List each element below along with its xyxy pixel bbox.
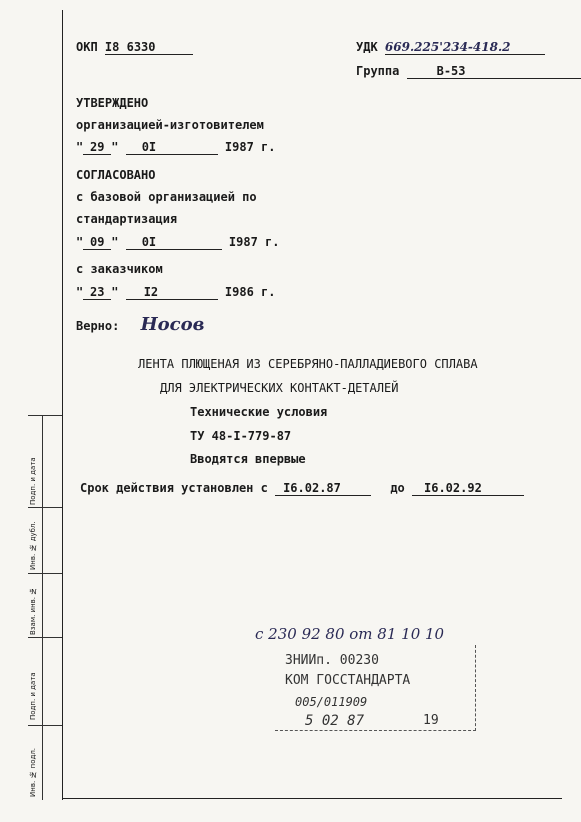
agreed-heading: СОГЛАСОВАНО xyxy=(76,168,156,182)
customer-heading: с заказчиком xyxy=(76,262,163,276)
customer-day: 23 xyxy=(83,285,111,300)
margin-divider xyxy=(28,637,62,638)
margin-field-orig-inv: Инв. № подл. xyxy=(29,747,37,797)
margin-strip xyxy=(28,415,62,800)
intro-note: Вводятся впервые xyxy=(190,452,306,466)
margin-divider xyxy=(28,507,62,508)
approval-date: " 29 " 0I I987 г. xyxy=(76,140,276,154)
agreed-by-line2: стандартизация xyxy=(76,212,178,226)
agreed-year: I987 г. xyxy=(228,235,280,249)
margin-divider xyxy=(28,415,62,416)
approval-year: I987 г. xyxy=(224,140,276,154)
stamp-handwritten-note: с 230 92 80 от 81 10 10 xyxy=(255,625,445,643)
margin-strip-divider xyxy=(42,415,43,800)
verified-signature: Носов xyxy=(140,314,205,335)
group-value: В-53 xyxy=(407,64,581,79)
title-line2: ДЛЯ ЭЛЕКТРИЧЕСКИХ КОНТАКТ-ДЕТАЛЕЙ xyxy=(160,381,399,395)
okp-code xyxy=(76,40,193,55)
registration-stamp xyxy=(255,645,475,735)
udk-code xyxy=(356,40,545,55)
customer-date: " 23 " I2 I986 г. xyxy=(76,285,276,299)
stamp-line1: ЗНИИп. 00230 xyxy=(285,653,379,668)
group-code xyxy=(356,64,581,79)
margin-field-dup-inv: Инв. № дубл. xyxy=(29,521,37,570)
validity-label: Срок действия установлен с xyxy=(80,481,268,495)
okp-label: ОКП xyxy=(76,40,98,54)
stamp-line2: КОМ ГОССТАНДАРТА xyxy=(285,673,411,688)
udk-label: УДК xyxy=(356,40,378,54)
stamp-reg-number: 005/011909 xyxy=(295,695,368,709)
approval-day: 29 xyxy=(83,140,111,155)
udk-value: 669.225'234-418.2 xyxy=(385,40,545,55)
agreed-date: " 09 " 0I I987 г. xyxy=(76,235,280,249)
margin-divider xyxy=(28,573,62,574)
validity-to-label: до xyxy=(390,481,405,495)
okp-value: I8 6330 xyxy=(105,40,193,55)
validity-from: I6.02.87 xyxy=(275,481,371,496)
approval-by: организацией-изготовителем xyxy=(76,118,264,132)
customer-year: I986 г. xyxy=(224,285,276,299)
verified-label: Верно: xyxy=(76,319,120,333)
stamp-year: 19 xyxy=(423,713,439,728)
agreed-month: 0I xyxy=(126,235,222,250)
tu-code: ТУ 48-I-779-87 xyxy=(190,429,292,443)
agreed-by-line1: с базовой организацией по xyxy=(76,190,257,204)
margin-field-replace-inv: Взам. инв. № xyxy=(29,586,37,635)
agreed-day: 09 xyxy=(83,235,111,250)
title-line1: ЛЕНТА ПЛЮЩЕНАЯ ИЗ СЕРЕБРЯНО-ПАЛЛАДИЕВОГО СПЛАВА xyxy=(138,357,478,371)
approval-heading: УТВЕРЖДЕНО xyxy=(76,96,149,110)
group-label: Группа xyxy=(356,64,400,78)
verified xyxy=(76,314,204,335)
frame-left-border xyxy=(62,10,63,800)
approval-month: 0I xyxy=(126,140,218,155)
validity xyxy=(80,481,524,496)
customer-month: I2 xyxy=(126,285,218,300)
margin-field-sign-date: Подп. и дата xyxy=(29,457,37,505)
margin-field-sign-date-2: Подп. и дата xyxy=(29,672,37,720)
frame-bottom-border xyxy=(62,798,562,799)
stamp-date: 5 02 87 xyxy=(305,713,365,729)
validity-to: I6.02.92 xyxy=(412,481,524,496)
margin-divider xyxy=(28,725,62,726)
title-subtitle: Технические условия xyxy=(190,405,328,419)
